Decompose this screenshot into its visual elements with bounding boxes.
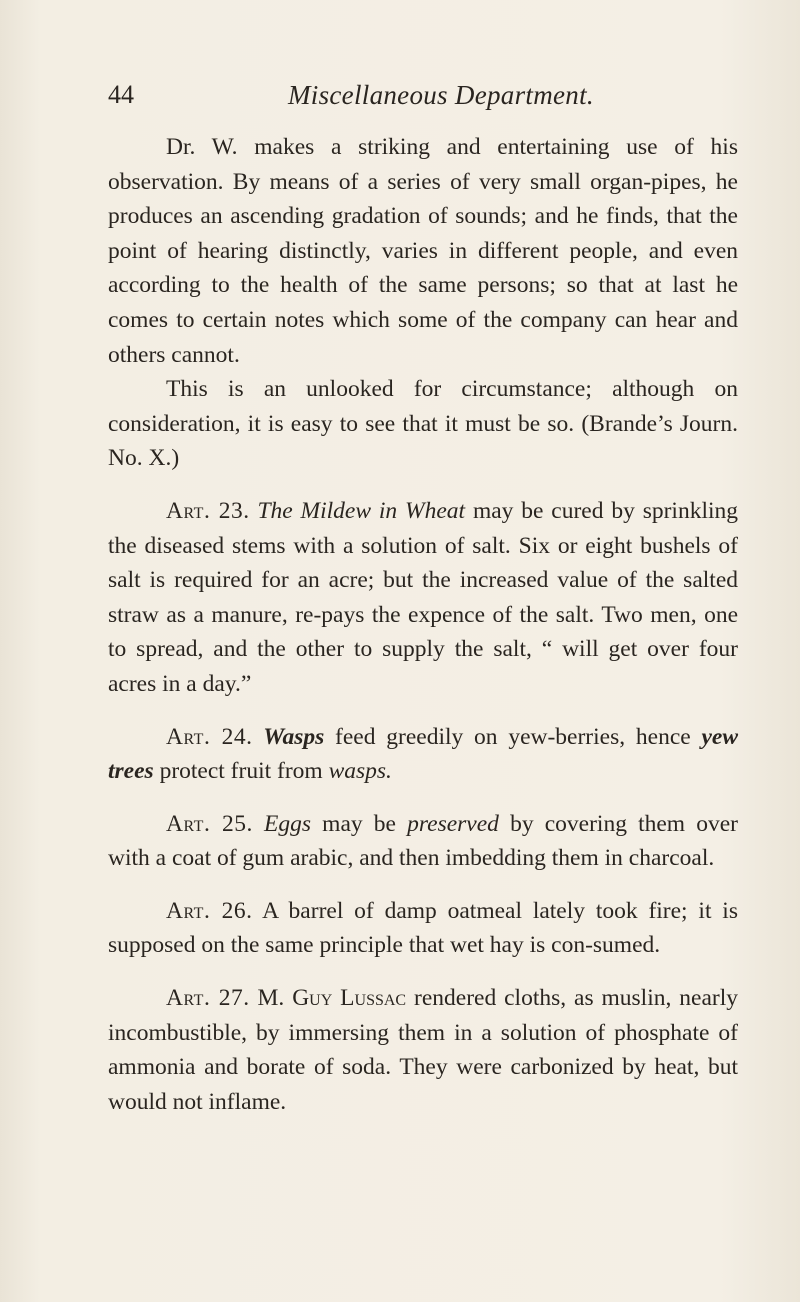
article-text: may be (322, 810, 396, 837)
page-number: 44 (108, 80, 134, 109)
article-23 (108, 494, 738, 702)
article-26 (108, 894, 738, 963)
article-text: may be cured by sprinkling the diseased stems with a solution of salt. Six or eight bushels of salt is required for an acre; but the increased value of the salted straw as a manure, re-pays the expence of the salt. Two men, one to spread, and the other to supply the salt, “ will get over four acres in a day.” (108, 497, 739, 697)
person-name: M. Guy Lussac (257, 985, 407, 1012)
article-emphasis: wasps. (328, 758, 392, 785)
article-emphasis: preserved (407, 810, 499, 837)
article-27 (108, 981, 738, 1119)
running-head: Miscellaneous Department. (288, 80, 594, 110)
article-24 (108, 720, 738, 789)
article-label: Art. 23. (166, 497, 250, 524)
article-text: protect fruit from (159, 758, 323, 785)
article-text: by covering them over with a coat of gum arabic, and then imbedding them in charcoal. (108, 810, 738, 872)
paragraph-unlooked-for: This is an unlooked for circumstance; although on consideration, it is easy to see that it must be so. (Brande’s Journ. No. X.) (108, 376, 738, 472)
article-title: Eggs (264, 810, 312, 837)
article-emphasis: yew trees (108, 723, 739, 785)
article-label: Art. 24. (166, 723, 253, 750)
page-header (108, 80, 728, 120)
article-text: rendered cloths, as muslin, nearly incombustible, by immersing them in a solution of phosphate of ammonia and borate of soda. They were carbonized by heat, but would not inflame. (108, 985, 738, 1115)
article-text: feed greedily on yew-berries, hence (335, 723, 691, 750)
article-title: Wasps (263, 723, 325, 750)
paragraph-dr-w: Dr. W. makes a striking and entertaining use of his observation. By means of a series of very small organ-pipes, he produces an ascending gradation of sounds; and he finds, that the point of hearing distinctly, varies in different people, and even according to the health of the same persons; so that at last he comes to certain notes which some of the company can hear and others cannot. (108, 134, 738, 368)
article-label: Art. 27. (166, 985, 250, 1012)
article-text: A barrel of damp oatmeal lately took fire; it is supposed on the same principle that wet hay is con-sumed. (108, 897, 738, 959)
article-label: Art. 26. (166, 897, 253, 924)
article-label: Art. 25. (166, 810, 253, 837)
article-title: The Mildew in Wheat (257, 497, 466, 524)
body-text (108, 130, 738, 1119)
article-25 (108, 807, 738, 876)
